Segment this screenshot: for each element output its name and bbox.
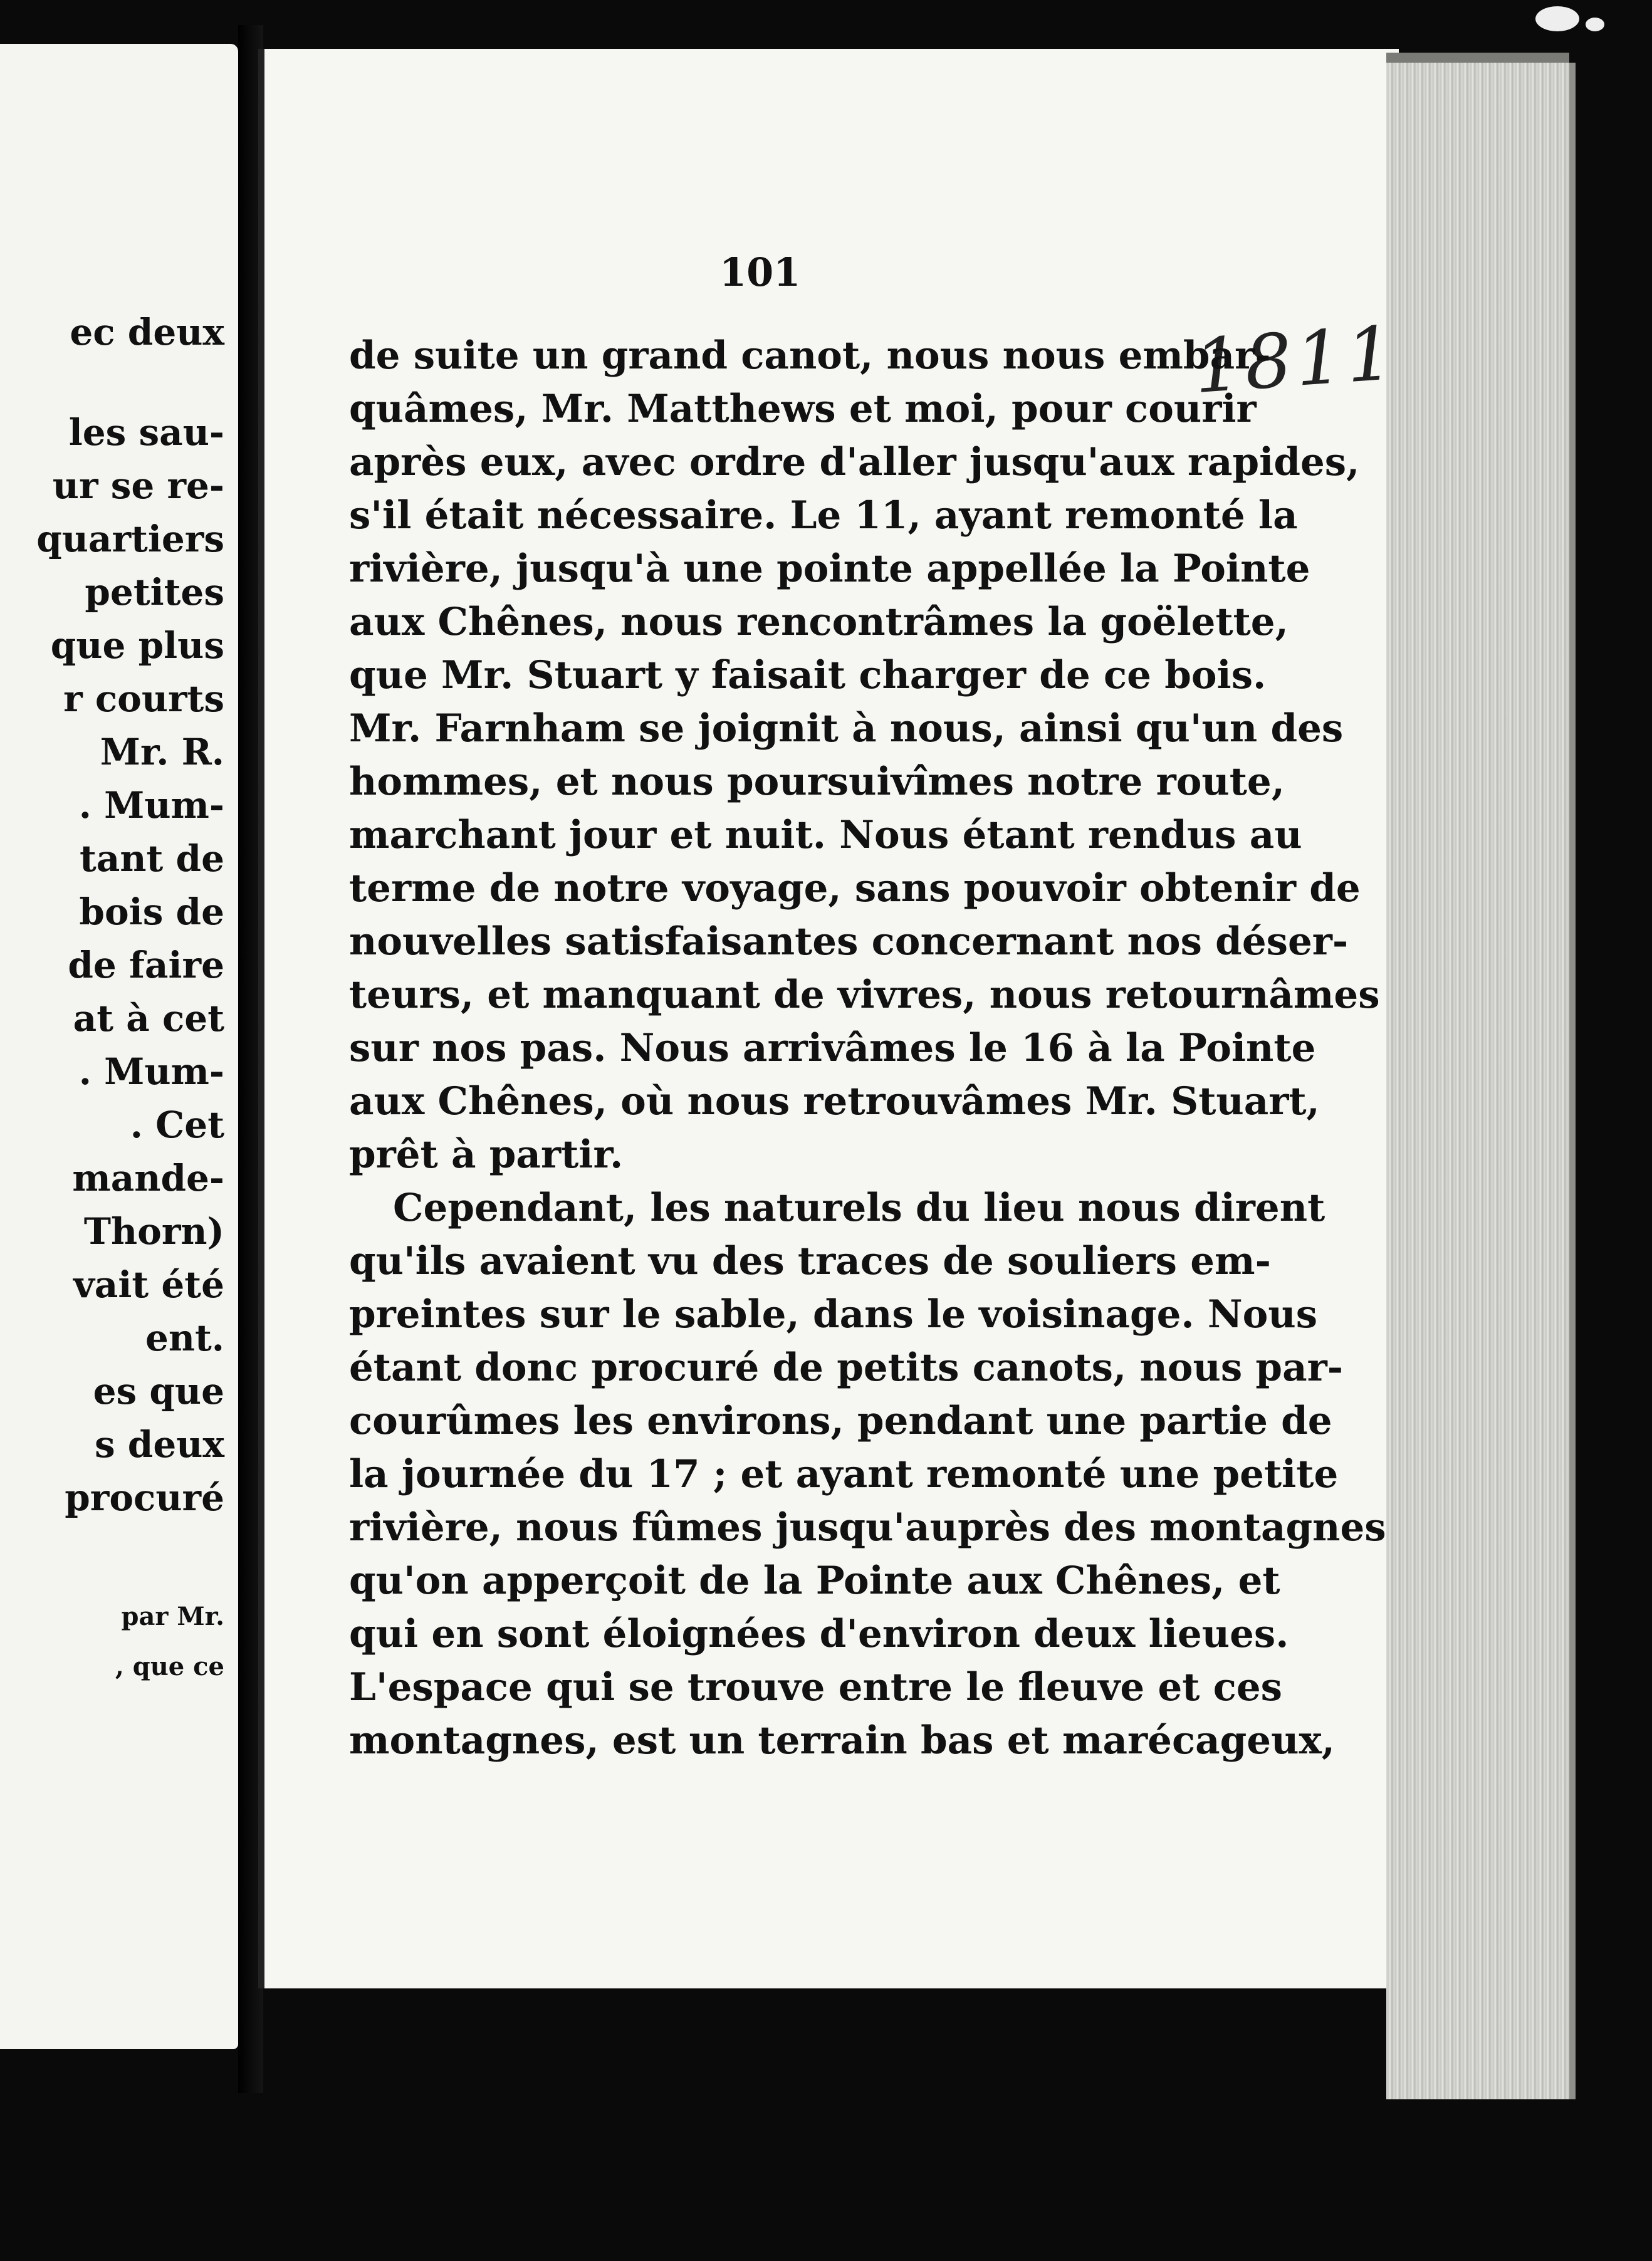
text-line: sur nos pas. Nous arrivâmes le 16 à la Pointe bbox=[349, 1026, 1316, 1070]
left-page-fragment: par Mr. bbox=[121, 1602, 224, 1631]
left-page-fragment: tant de bbox=[80, 837, 224, 880]
text-line: montagnes, est un terrain bas et marécageux, bbox=[349, 1718, 1336, 1763]
left-page-fragment: les sau- bbox=[68, 411, 224, 454]
text-line: rivière, nous fûmes jusqu'auprès des montagnes bbox=[349, 1505, 1386, 1550]
text-line: teurs, et manquant de vivres, nous retournâmes bbox=[349, 973, 1380, 1017]
text-line: qui en sont éloignées d'environ deux lieues. bbox=[349, 1612, 1289, 1656]
text-line: après eux, avec ordre d'aller jusqu'aux rapides, bbox=[349, 440, 1360, 484]
text-line: Mr. Farnham se joignit à nous, ainsi qu'un des bbox=[349, 706, 1344, 751]
page-stack-edge bbox=[1386, 63, 1576, 2099]
left-page-fragment: petites bbox=[85, 571, 224, 614]
text-line: courûmes les environs, pendant une partie de bbox=[349, 1399, 1332, 1443]
left-page-fragment: Mr. R. bbox=[100, 731, 224, 773]
text-line: qu'ils avaient vu des traces de souliers em- bbox=[349, 1239, 1271, 1283]
left-page-fragment: r courts bbox=[63, 677, 224, 720]
text-line: terme de notre voyage, sans pouvoir obtenir de bbox=[349, 866, 1361, 911]
text-line: preintes sur le sable, dans le voisinage. Nous bbox=[349, 1292, 1318, 1337]
left-page-fragment: mande- bbox=[72, 1157, 224, 1199]
left-page-fragment: vait été bbox=[73, 1263, 224, 1306]
left-page-fragment: bois de bbox=[79, 890, 224, 933]
left-page-fragment: de faire bbox=[68, 944, 224, 986]
text-line: que Mr. Stuart y faisait charger de ce bois. bbox=[349, 653, 1267, 697]
text-line: rivière, jusqu'à une pointe appellée la Pointe bbox=[349, 546, 1310, 591]
left-page-fragment: , que ce bbox=[115, 1652, 224, 1681]
left-page-fragment: ent. bbox=[145, 1317, 224, 1359]
text-line: nouvelles satisfaisantes concernant nos déser- bbox=[349, 919, 1349, 964]
left-page-fragment: . Cet bbox=[130, 1104, 224, 1146]
left-page-fragment: ur se re- bbox=[52, 464, 224, 507]
text-line: Cependant, les naturels du lieu nous dirent bbox=[393, 1186, 1325, 1230]
text-line: s'il était nécessaire. Le 11, ayant remonté la bbox=[349, 493, 1298, 538]
text-line: prêt à partir. bbox=[349, 1132, 624, 1177]
text-line: la journée du 17 ; et ayant remonté une petite bbox=[349, 1452, 1339, 1496]
left-page-fragment: at à cet bbox=[73, 997, 224, 1040]
left-page-fragment: que plus bbox=[50, 624, 224, 667]
left-page-fragment: s deux bbox=[94, 1423, 224, 1466]
text-line: L'espace qui se trouve entre le fleuve et ces bbox=[349, 1665, 1282, 1710]
left-page-fragment: procuré bbox=[65, 1476, 224, 1519]
text-line: qu'on apperçoit de la Pointe aux Chênes, et bbox=[349, 1559, 1280, 1603]
text-line: hommes, et nous poursuivîmes notre route, bbox=[349, 760, 1285, 804]
left-page bbox=[0, 44, 238, 2049]
handwritten-margin-note: 1811 bbox=[1191, 309, 1400, 410]
left-page-fragment: Thorn) bbox=[83, 1210, 224, 1253]
left-page-fragment: . Mum- bbox=[78, 1050, 224, 1093]
text-line: de suite un grand canot, nous nous embar- bbox=[349, 333, 1271, 378]
left-page-fragment: . Mum- bbox=[78, 784, 224, 827]
text-line: quâmes, Mr. Matthews et moi, pour courir bbox=[349, 387, 1257, 431]
left-page-fragment: quartiers bbox=[36, 518, 224, 560]
text-line: étant donc procuré de petits canots, nous par- bbox=[349, 1345, 1344, 1390]
text-line: aux Chênes, où nous retrouvâmes Mr. Stuart, bbox=[349, 1079, 1320, 1124]
page-number: 101 bbox=[719, 249, 801, 295]
text-line: aux Chênes, nous rencontrâmes la goëlette, bbox=[349, 600, 1289, 644]
left-page-fragment: es que bbox=[93, 1370, 224, 1412]
left-page-fragment: ec deux bbox=[70, 311, 224, 353]
scan-speck bbox=[1535, 6, 1579, 31]
scan-speck bbox=[1586, 18, 1604, 31]
text-line: marchant jour et nuit. Nous étant rendus au bbox=[349, 813, 1302, 857]
